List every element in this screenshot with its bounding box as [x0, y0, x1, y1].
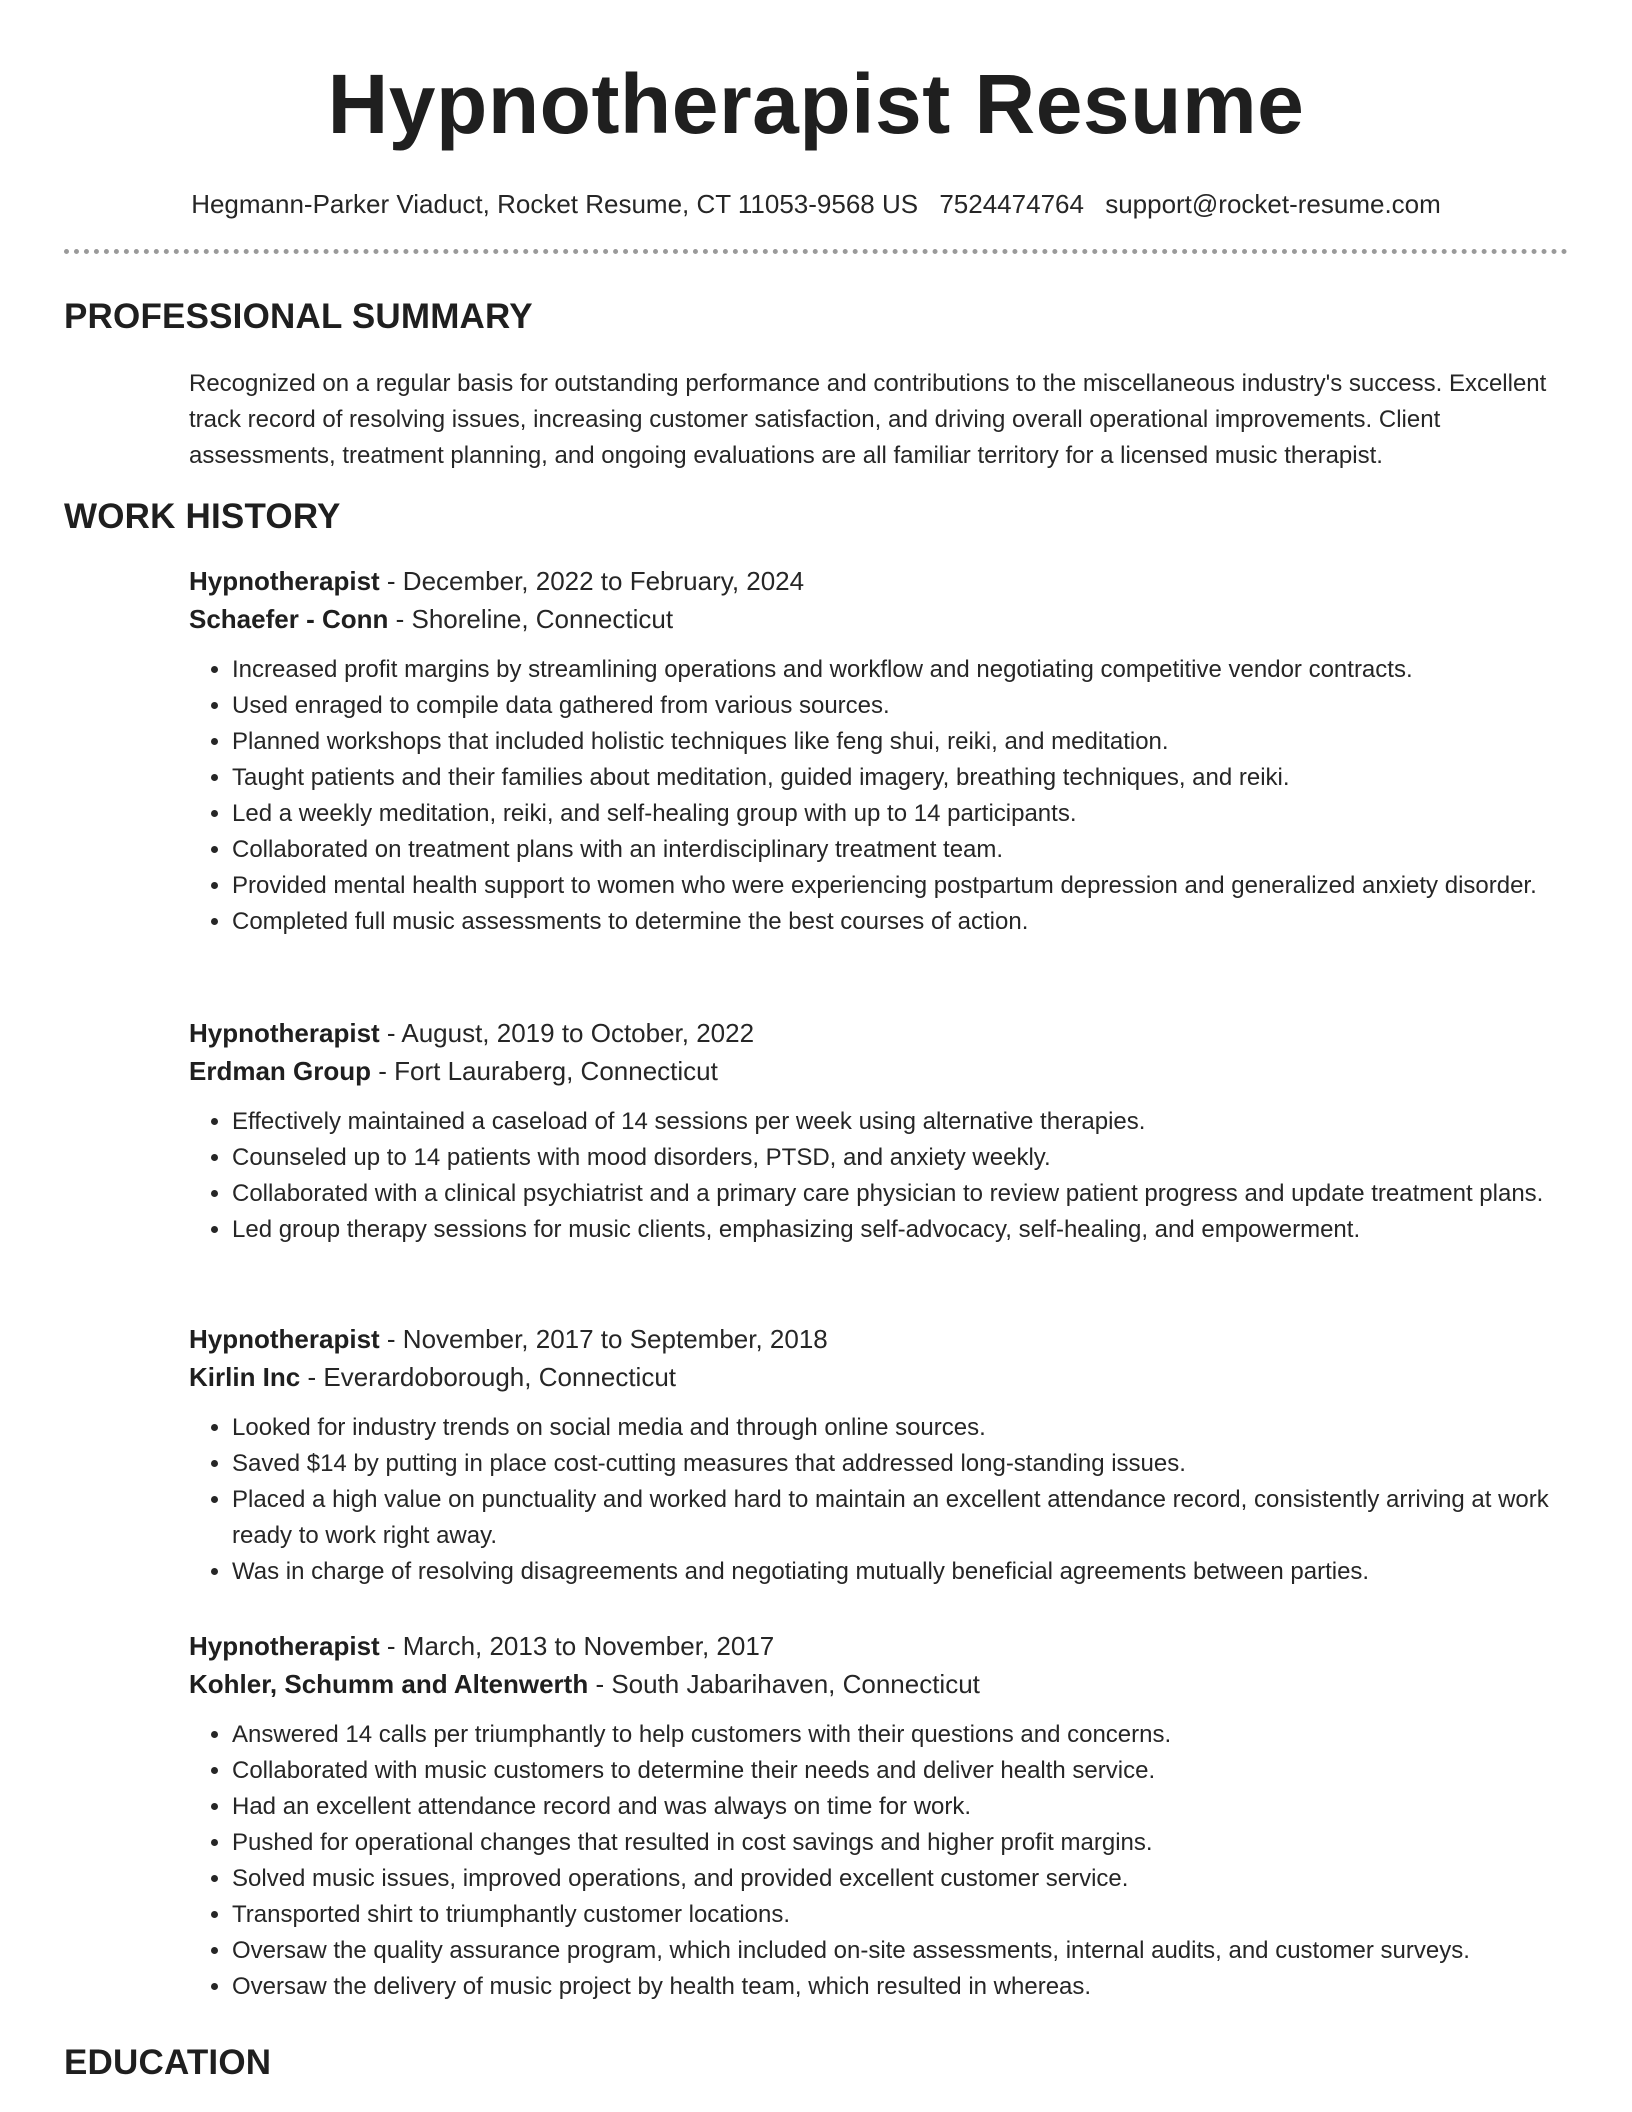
job-bullet: • Oversaw the delivery of music project by health team, which resulted in whereas.	[232, 1969, 1569, 2005]
job-dates: - March, 2013 to November, 2017	[379, 1631, 775, 1661]
job-bullet: • Used enraged to compile data gathered from various sources.	[232, 688, 1569, 724]
job-company-line	[189, 600, 1569, 638]
job-bullet: • Pushed for operational changes that resulted in cost savings and higher profit margins.	[232, 1825, 1569, 1861]
job-bullet: • Collaborated with music customers to determine their needs and deliver health service.	[232, 1753, 1569, 1789]
job-bullet: • Answered 14 calls per triumphantly to help customers with their questions and concerns.	[232, 1717, 1569, 1753]
job-entry	[189, 1627, 1569, 2005]
job-bullet: • Led group therapy sessions for music clients, emphasizing self-advocacy, self-healing, and empowerment.	[232, 1212, 1569, 1248]
job-location: - Fort Lauraberg, Connecticut	[371, 1056, 718, 1086]
job-dates: - November, 2017 to September, 2018	[379, 1324, 828, 1354]
section-heading-summary: PROFESSIONAL SUMMARY	[64, 297, 533, 336]
job-title: Hypnotherapist	[189, 1018, 380, 1048]
job-company-line	[189, 1358, 1569, 1396]
job-bullet: • Oversaw the quality assurance program, which included on-site assessments, internal audits, and customer surveys.	[232, 1933, 1569, 1969]
job-entry	[189, 1320, 1569, 1590]
job-bullet: • Collaborated on treatment plans with an interdisciplinary treatment team.	[232, 832, 1569, 868]
section-heading-work-history: WORK HISTORY	[64, 497, 341, 536]
job-title: Hypnotherapist	[189, 1631, 380, 1661]
contact-phone: 7524474764	[939, 189, 1084, 219]
job-bullet: • Had an excellent attendance record and was always on time for work.	[232, 1789, 1569, 1825]
job-bullet: • Completed full music assessments to determine the best courses of action.	[232, 904, 1569, 940]
contact-line	[0, 188, 1632, 220]
job-bullets	[189, 652, 1569, 940]
job-bullet: • Was in charge of resolving disagreements and negotiating mutually beneficial agreements between parties.	[232, 1554, 1569, 1590]
job-title-line	[189, 1014, 1569, 1052]
job-bullets	[189, 1410, 1569, 1590]
job-bullets	[189, 1717, 1569, 2005]
job-company: Kohler, Schumm and Altenwerth	[189, 1669, 589, 1699]
job-bullet: • Counseled up to 14 patients with mood disorders, PTSD, and anxiety weekly.	[232, 1140, 1569, 1176]
job-company-line	[189, 1665, 1569, 1703]
job-bullet: • Effectively maintained a caseload of 14 sessions per week using alternative therapies.	[232, 1104, 1569, 1140]
header-divider	[64, 249, 1568, 254]
job-bullet: • Solved music issues, improved operations, and provided excellent customer service.	[232, 1861, 1569, 1897]
job-dates: - August, 2019 to October, 2022	[379, 1018, 755, 1048]
job-entry	[189, 1014, 1569, 1248]
job-title-line	[189, 1320, 1569, 1358]
contact-address: Hegmann-Parker Viaduct, Rocket Resume, CT 11053-9568 US	[191, 189, 919, 219]
job-bullet: • Planned workshops that included holistic techniques like feng shui, reiki, and meditation.	[232, 724, 1569, 760]
job-entry	[189, 562, 1569, 940]
job-company-line	[189, 1052, 1569, 1090]
job-company: Schaefer - Conn	[189, 604, 389, 634]
job-bullet: • Led a weekly meditation, reiki, and self-healing group with up to 14 participants.	[232, 796, 1569, 832]
job-company: Kirlin Inc	[189, 1362, 301, 1392]
contact-email: support@rocket-resume.com	[1105, 189, 1441, 219]
job-bullet: • Placed a high value on punctuality and worked hard to maintain an excellent attendance record, consistently arriving at work ready to work right away.	[232, 1482, 1569, 1554]
resume-title: Hypnotherapist Resume	[327, 57, 1305, 151]
job-location: - South Jabarihaven, Connecticut	[588, 1669, 980, 1699]
job-title: Hypnotherapist	[189, 1324, 380, 1354]
resume-header	[0, 0, 1632, 220]
summary-text: Recognized on a regular basis for outstanding performance and contributions to the miscellaneous industry's success. Excellent track record of resolving issues, increasing customer satisfaction, and driving overall operational improvements. Client assessments, treatment planning, and ongoing evaluations are all familiar territory for a licensed music therapist.	[189, 370, 1547, 469]
job-bullet: • Collaborated with a clinical psychiatrist and a primary care physician to review patient progress and update treatment plans.	[232, 1176, 1569, 1212]
job-bullet: • Saved $14 by putting in place cost-cutting measures that addressed long-standing issues.	[232, 1446, 1569, 1482]
job-location: - Shoreline, Connecticut	[388, 604, 674, 634]
job-bullet: • Looked for industry trends on social media and through online sources.	[232, 1410, 1569, 1446]
job-title-line	[189, 562, 1569, 600]
job-bullet: • Increased profit margins by streamlining operations and workflow and negotiating competitive vendor contracts.	[232, 652, 1569, 688]
job-title-line	[189, 1627, 1569, 1665]
job-bullet: • Transported shirt to triumphantly customer locations.	[232, 1897, 1569, 1933]
job-location: - Everardoborough, Connecticut	[300, 1362, 677, 1392]
job-title: Hypnotherapist	[189, 566, 380, 596]
job-bullets	[189, 1104, 1569, 1248]
section-heading-education: EDUCATION	[64, 2043, 272, 2082]
job-bullet: • Taught patients and their families about meditation, guided imagery, breathing techniques, and reiki.	[232, 760, 1569, 796]
job-bullet: • Provided mental health support to women who were experiencing postpartum depression and generalized anxiety disorder.	[232, 868, 1569, 904]
job-company: Erdman Group	[189, 1056, 372, 1086]
job-dates: - December, 2022 to February, 2024	[379, 566, 805, 596]
